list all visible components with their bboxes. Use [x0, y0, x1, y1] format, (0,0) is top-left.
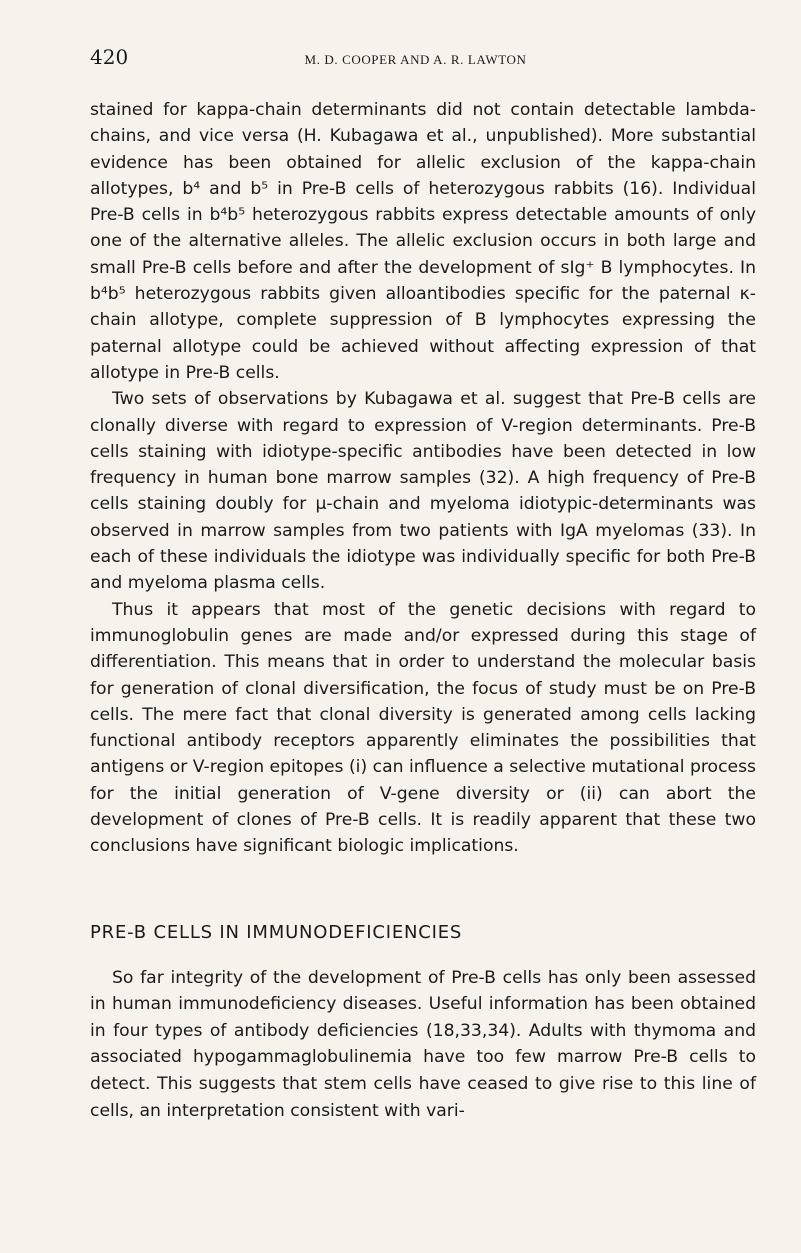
paragraph-3: Thus it appears that most of the genetic decisions with regard to immunoglobulin genes are made and/or expressed during this stage of differentiation. This means that in order to understand the molecular basis for generation of clonal diversification, the focus of study must be on Pre-B cells. The mere fact that clonal diversity is generated among cells lacking functional antibody receptors apparently eliminates the possibilities that antigens or V-region epitopes (i) can influence a selective mutational process for the initial generation of V-gene diversity or (ii) can abort the development of clones of Pre-B cells. It is readily apparent that these two conclusions have significant biologic implications.	[90, 599, 756, 857]
page-body	[90, 97, 756, 1124]
paragraph-1: stained for kappa-chain determinants did not contain detectable lambda-chains, and vice versa (H. Kubagawa et al., unpublished). More substantial evidence has been obtained for allelic exclusion of the kappa-chain allotypes, b⁴ and b⁵ in Pre-B cells of heterozygous rabbits (16). Individual Pre-B cells in b⁴b⁵ heterozygous rabbits express detectable amounts of only one of the alternative alleles. The allelic exclusion occurs in both large and small Pre-B cells before and after the development of sIg⁺ B lymphocytes. In b⁴b⁵ heterozygous rabbits given alloantibodies specific for the paternal κ-chain allotype, complete suppression of B lymphocytes expressing the paternal allotype could be achieved without affecting expression of that allotype in Pre-B cells.	[90, 100, 756, 383]
section-heading: PRE-B CELLS IN IMMUNODEFICIENCIES	[90, 921, 463, 943]
paragraph-2: Two sets of observations by Kubagawa et al. suggest that Pre-B cells are clonally diverse with regard to expression of V-region determinants. Pre-B cells staining with idiotype-specific antibodies have been detected in low frequency in human bone marrow samples (32). A high frequency of Pre-B cells staining doubly for μ-chain and myeloma idiotypic-determinants was observed in marrow samples from two patients with IgA myelomas (33). In each of these individuals the idiotype was individually specific for both Pre-B and myeloma plasma cells.	[90, 389, 756, 594]
page-header	[90, 45, 741, 75]
running-head: M. D. COOPER AND A. R. LAWTON	[304, 52, 527, 67]
page-number: 420	[90, 45, 129, 69]
section-body	[90, 965, 756, 1125]
section-paragraph: So far integrity of the development of Pre-B cells has only been assessed in human immunodeficiency diseases. Useful information has been obtained in four types of antibody deficiencies (18,33,34). Adults with thymoma and associated hypogammaglobulinemia have too few marrow Pre-B cells to detect. This suggests that stem cells have ceased to give rise to this line of cells, an interpretation consistent with vari-	[90, 967, 756, 1121]
